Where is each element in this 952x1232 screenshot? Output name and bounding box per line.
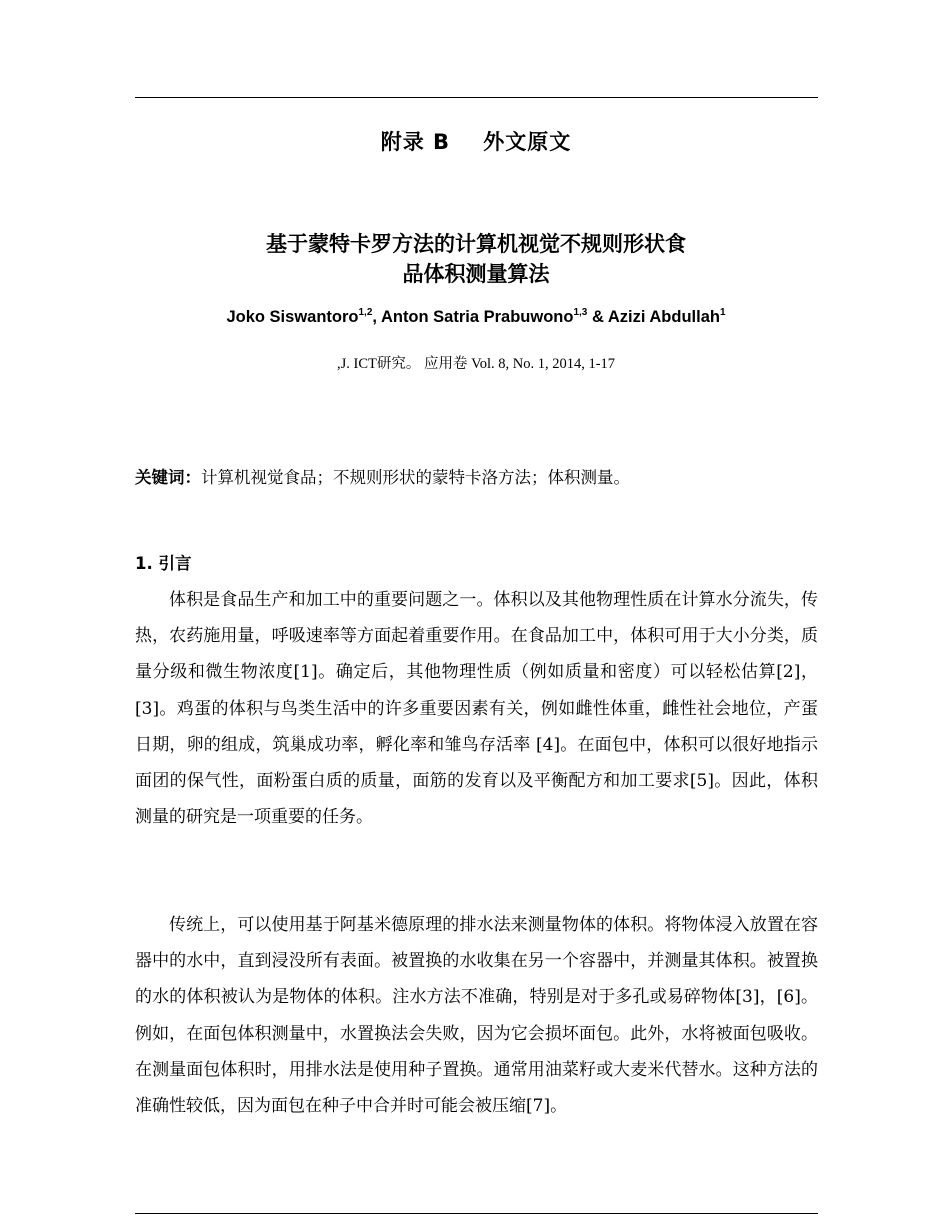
author-3-affiliation: 1 [719,307,726,318]
top-rule [135,97,818,98]
paper-title-line-2: 品体积测量算法 [402,262,550,286]
author-1-name: Joko Siswantoro [226,308,359,326]
keywords [135,464,818,492]
author-1-affiliation: 1,2 [358,307,373,318]
appendix-title: 附录 B 外文原文 [380,130,572,154]
journal-citation: ,J. ICT研究。 应用卷 Vol. 8, No. 1, 2014, 1-17 [336,356,616,372]
authors-line [0,307,952,328]
keywords-label: 关键词： [135,468,201,487]
body-paragraph-2: 传统上，可以使用基于阿基米德原理的排水法来测量物体的体积。将物体浸入放置在容器中的水中，直到浸没所有表面。被置换的水收集在另一个容器中，并测量其体积。被置换的水的体积被认为是物体的体积。注水方法不准确，特别是对于多孔或易碎物体[3]，[6]。例如，在面包体积测量中，水置换法会失败，因为它会损坏面包。此外，水将被面包吸收。在测量面包体积时，用排水法是使用种子置换。通常用油菜籽或大麦米代替水。这种方法的准确性较低，因为面包在种子中合并时可能会被压缩[7]。 [135,915,818,1117]
author-3-name: & Azizi Abdullah [587,308,720,326]
author-2-name: , Anton Satria Prabuwono [372,308,574,326]
author-2-affiliation: 1,3 [573,307,588,318]
body-paragraph-1: 体积是食品生产和加工中的重要问题之一。体积以及其他物理性质在计算水分流失，传热，农药施用量，呼吸速率等方面起着重要作用。在食品加工中，体积可用于大小分类，质量分级和微生物浓度[1]。确定后，其他物理性质（例如质量和密度）可以轻松估算[2]，[3]。鸡蛋的体积与鸟类生活中的许多重要因素有关，例如雌性体重，雌性社会地位，产蛋日期，卵的组成，筑巢成功率，孵化率和雏鸟存活率 [4]。在面包中，体积可以很好地指示面团的保气性，面粉蛋白质的质量，面筋的发育以及平衡配方和加工要求[5]。因此，体积测量的研究是一项重要的任务。 [135,590,818,828]
paper-title [0,229,952,289]
keywords-text: 计算机视觉食品；不规则形状的蒙特卡洛方法；体积测量。 [201,468,630,487]
bottom-rule [135,1213,818,1214]
section-heading: 1. 引言 [135,554,192,573]
paper-title-line-1: 基于蒙特卡罗方法的计算机视觉不规则形状食 [266,232,686,256]
